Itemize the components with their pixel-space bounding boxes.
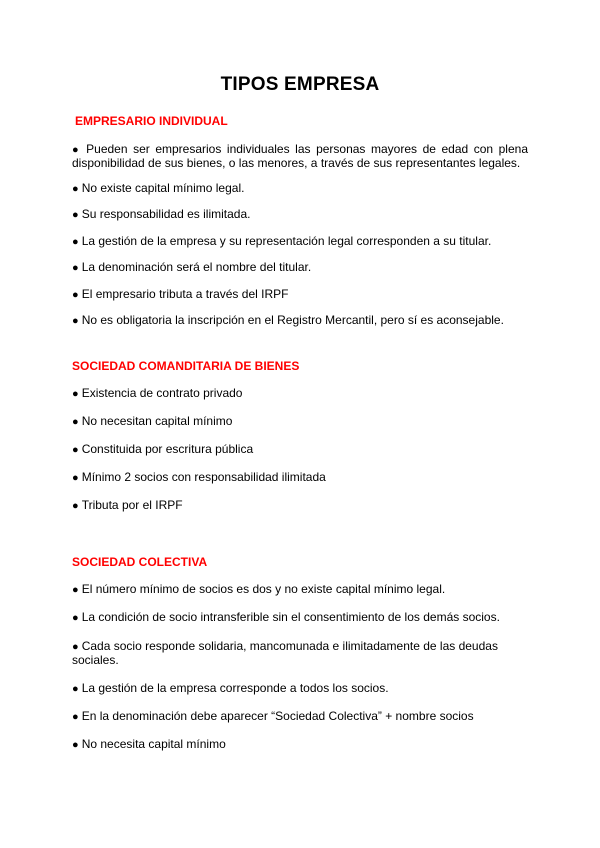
list-item: ● Cada socio responde solidaria, mancomunada e ilimitadamente de las deudas sociales. <box>72 639 498 667</box>
section-heading-sociedad-colectiva: SOCIEDAD COLECTIVA <box>72 555 208 569</box>
list-item: ● No es obligatoria la inscripción en el Registro Mercantil, pero sí es aconsejable. <box>72 313 504 327</box>
list-item: ● No necesita capital mínimo <box>72 737 226 751</box>
list-item: ● El empresario tributa a través del IRPF <box>72 287 289 301</box>
bullet-icon: ● <box>72 416 82 428</box>
bullet-icon: ● <box>72 641 82 653</box>
list-item: ● El número mínimo de socios es dos y no existe capital mínimo legal. <box>72 582 446 596</box>
bullet-icon: ● <box>72 444 82 456</box>
list-item: ● Mínimo 2 socios con responsabilidad ilimitada <box>72 470 326 484</box>
bullet-icon: ● <box>72 388 82 400</box>
bullet-icon: ● <box>72 584 82 596</box>
list-item: ● Existencia de contrato privado <box>72 386 243 400</box>
list-item: ● Constituida por escritura pública <box>72 442 254 456</box>
list-item: ● La gestión de la empresa y su representación legal corresponden a su titular. <box>72 234 492 248</box>
page-title: TIPOS EMPRESA <box>220 74 380 95</box>
list-item: ● En la denominación debe aparecer “Sociedad Colectiva” + nombre socios <box>72 709 474 723</box>
bullet-icon: ● <box>72 315 82 327</box>
section-heading-sociedad-comanditaria: SOCIEDAD COMANDITARIA DE BIENES <box>72 359 300 373</box>
bullet-icon: ● <box>72 183 82 195</box>
list-item: ● No existe capital mínimo legal. <box>72 181 245 195</box>
bullet-icon: ● <box>72 711 82 723</box>
bullet-icon: ● <box>72 612 82 624</box>
list-item: ● La condición de socio intransferible sin el consentimiento de los demás socios. <box>72 610 500 624</box>
bullet-icon: ● <box>72 472 82 484</box>
bullet-icon: ● <box>72 144 87 156</box>
bullet-icon: ● <box>72 262 82 274</box>
list-item: ● Su responsabilidad es ilimitada. <box>72 207 251 221</box>
bullet-icon: ● <box>72 739 82 751</box>
bullet-icon: ● <box>72 500 82 512</box>
list-item: ● Tributa por el IRPF <box>72 498 183 512</box>
list-item: ● La denominación será el nombre del titular. <box>72 260 312 274</box>
list-item: ● La gestión de la empresa corresponde a todos los socios. <box>72 681 389 695</box>
section-heading-empresario-individual: EMPRESARIO INDIVIDUAL <box>75 114 228 128</box>
bullet-icon: ● <box>72 683 82 695</box>
bullet-icon: ● <box>72 236 82 248</box>
list-item: ● Pueden ser empresarios individuales las personas mayores de edad con plena disponibilidad de sus bienes, o las menores, a través de sus representantes legales. <box>72 142 528 170</box>
list-item: ● No necesitan capital mínimo <box>72 414 233 428</box>
bullet-icon: ● <box>72 289 82 301</box>
bullet-icon: ● <box>72 209 82 221</box>
